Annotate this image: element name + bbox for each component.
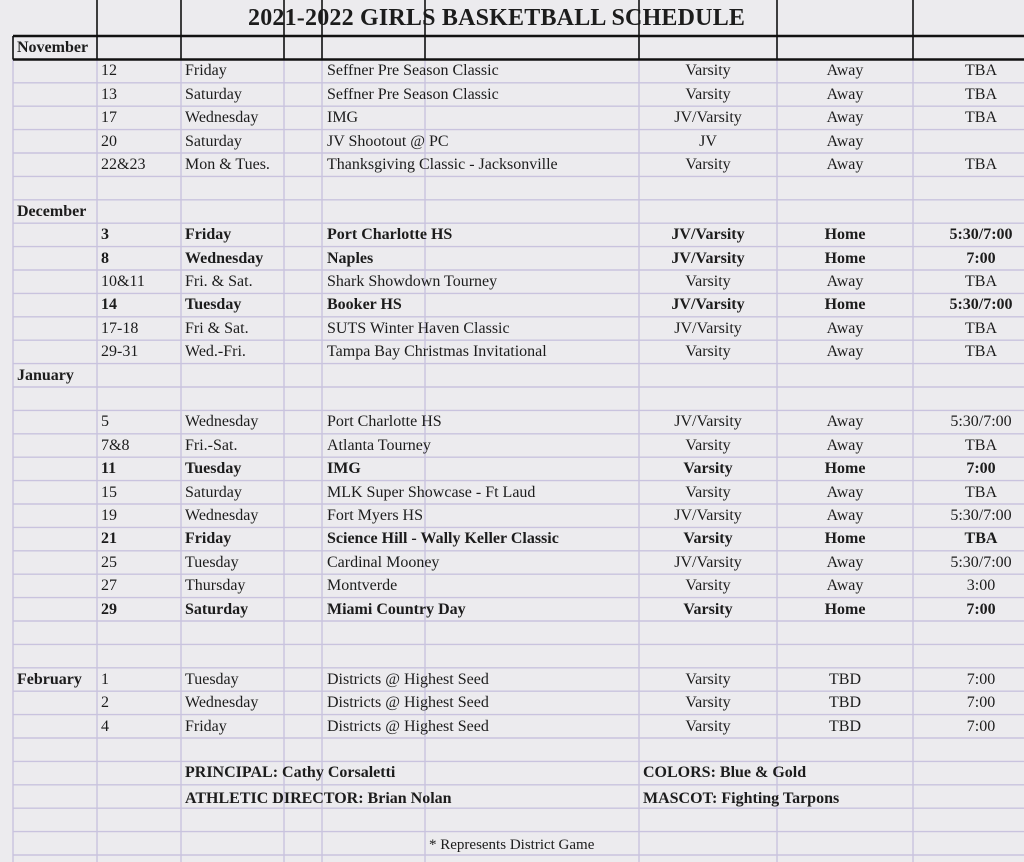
game-time: 3:00 <box>966 577 996 595</box>
game-date: 8 <box>101 249 109 267</box>
game-location: Away <box>826 273 864 290</box>
game-opponent: Districts @ Highest Seed <box>327 717 489 735</box>
game-level: Varsity <box>685 156 731 173</box>
game-time: TBA <box>965 436 997 454</box>
game-day: Wed.-Fri. <box>185 343 246 361</box>
month-label-november: November <box>17 39 89 56</box>
game-date: 3 <box>101 226 109 244</box>
game-time: 7:00 <box>966 694 996 712</box>
game-level: Varsity <box>683 530 733 548</box>
game-location: TBD <box>829 694 861 712</box>
game-time: 5:30/7:00 <box>950 553 1012 571</box>
game-opponent: Thanksgiving Classic - Jacksonville <box>327 156 558 173</box>
game-level: Varsity <box>685 670 731 688</box>
game-time: TBA <box>965 156 997 173</box>
game-date: 27 <box>101 577 117 595</box>
game-location: Away <box>826 413 864 431</box>
game-location: TBD <box>829 717 861 735</box>
game-opponent: Districts @ Highest Seed <box>327 670 489 688</box>
game-date: 29 <box>101 600 117 618</box>
game-day: Saturday <box>185 600 249 618</box>
game-day: Wednesday <box>185 109 259 127</box>
game-level: Varsity <box>685 577 731 595</box>
game-location: Away <box>826 483 864 501</box>
game-date: 14 <box>101 296 117 314</box>
game-opponent: Districts @ Highest Seed <box>327 694 489 712</box>
game-time: TBA <box>965 483 997 501</box>
athletic-director-label: ATHLETIC DIRECTOR: Brian Nolan <box>185 789 452 807</box>
game-opponent: Port Charlotte HS <box>327 226 453 244</box>
game-time: 5:30/7:00 <box>949 226 1013 244</box>
game-day: Wednesday <box>185 249 264 267</box>
game-location: Away <box>826 507 864 524</box>
game-date: 10&11 <box>101 273 145 290</box>
month-label-january: January <box>17 366 74 384</box>
game-date: 12 <box>101 62 117 80</box>
game-level: Varsity <box>685 85 731 103</box>
game-opponent: Cardinal Mooney <box>327 553 440 571</box>
game-time: 7:00 <box>966 460 996 478</box>
game-day: Tuesday <box>185 460 242 478</box>
game-opponent: Shark Showdown Tourney <box>327 273 498 290</box>
game-day: Saturday <box>185 85 242 103</box>
game-location: Away <box>826 553 864 571</box>
principal-label: PRINCIPAL: Cathy Corsaletti <box>185 764 396 782</box>
game-date: 4 <box>101 717 109 735</box>
game-day: Friday <box>185 62 227 80</box>
game-day: Tuesday <box>185 670 239 688</box>
game-location: Away <box>826 577 864 595</box>
month-label-february: February <box>17 670 82 688</box>
game-opponent: Montverde <box>327 577 398 595</box>
game-time: 5:30/7:00 <box>950 413 1012 431</box>
game-time: TBA <box>965 319 997 337</box>
game-location: Away <box>826 319 864 337</box>
game-opponent: Atlanta Tourney <box>327 436 431 454</box>
game-level: Varsity <box>685 62 731 80</box>
game-day: Tuesday <box>185 553 239 571</box>
game-time: 7:00 <box>966 670 996 688</box>
game-date: 11 <box>101 460 117 478</box>
game-level: JV <box>699 132 717 150</box>
game-level: JV/Varsity <box>674 507 742 524</box>
game-level: Varsity <box>685 343 731 361</box>
game-level: JV/Varsity <box>674 553 742 571</box>
game-date: 7&8 <box>101 436 130 454</box>
game-level: Varsity <box>685 273 731 290</box>
game-time: 7:00 <box>966 717 996 735</box>
game-day: Tuesday <box>185 296 242 314</box>
game-date: 1 <box>101 670 109 688</box>
game-opponent: Tampa Bay Christmas Invitational <box>327 343 547 361</box>
game-day: Friday <box>185 717 227 735</box>
game-location: TBD <box>829 670 861 688</box>
game-level: Varsity <box>683 600 733 618</box>
game-day: Fri.-Sat. <box>185 436 238 454</box>
game-level: Varsity <box>685 483 731 501</box>
game-level: Varsity <box>685 694 731 712</box>
game-location: Home <box>824 296 866 314</box>
game-time: 7:00 <box>966 600 996 618</box>
game-date: 17-18 <box>101 319 139 337</box>
mascot-label: MASCOT: Fighting Tarpons <box>643 789 840 807</box>
game-time: TBA <box>965 62 997 80</box>
game-opponent: Seffner Pre Season Classic <box>327 85 499 103</box>
game-location: Away <box>826 85 864 103</box>
game-time: TBA <box>965 85 997 103</box>
game-opponent: Miami Country Day <box>327 600 466 618</box>
game-opponent: Booker HS <box>327 296 402 314</box>
game-time: 7:00 <box>966 249 996 267</box>
game-date: 13 <box>101 85 117 103</box>
game-date: 2 <box>101 694 109 712</box>
game-date: 21 <box>101 530 117 548</box>
game-level: JV/Varsity <box>671 226 745 244</box>
game-day: Mon & Tues. <box>185 156 270 173</box>
game-day: Saturday <box>185 483 242 501</box>
game-date: 17 <box>101 109 117 127</box>
game-level: JV/Varsity <box>671 296 745 314</box>
game-day: Thursday <box>185 577 246 595</box>
game-opponent: Fort Myers HS <box>327 507 424 524</box>
month-label-december: December <box>17 202 87 220</box>
game-location: Away <box>826 62 864 80</box>
schedule-title: 2021-2022 GIRLS BASKETBALL SCHEDULE <box>248 5 746 31</box>
game-day: Saturday <box>185 132 242 150</box>
game-opponent: Seffner Pre Season Classic <box>327 62 499 80</box>
game-level: Varsity <box>685 436 731 454</box>
game-date: 19 <box>101 507 117 524</box>
game-day: Wednesday <box>185 694 259 712</box>
game-level: JV/Varsity <box>674 319 742 337</box>
game-location: Away <box>826 109 864 127</box>
game-day: Fri & Sat. <box>185 319 249 337</box>
game-day: Wednesday <box>185 507 259 524</box>
game-location: Home <box>824 226 866 244</box>
game-level: JV/Varsity <box>671 249 745 267</box>
game-time: TBA <box>965 273 997 290</box>
game-opponent: SUTS Winter Haven Classic <box>327 319 510 337</box>
game-opponent: Port Charlotte HS <box>327 413 442 431</box>
game-date: 22&23 <box>101 156 146 173</box>
game-opponent: IMG <box>327 460 361 478</box>
game-level: Varsity <box>683 460 733 478</box>
game-opponent: MLK Super Showcase - Ft Laud <box>327 483 536 501</box>
game-date: 5 <box>101 413 109 431</box>
game-level: Varsity <box>685 717 731 735</box>
game-location: Home <box>824 530 866 548</box>
game-date: 25 <box>101 553 117 571</box>
game-location: Away <box>826 132 864 150</box>
game-level: JV/Varsity <box>674 413 742 431</box>
game-time: 5:30/7:00 <box>950 507 1012 524</box>
game-location: Home <box>824 460 866 478</box>
school-colors-label: COLORS: Blue & Gold <box>643 764 807 782</box>
game-location: Away <box>826 436 864 454</box>
district-game-note: * Represents District Game <box>429 836 595 853</box>
game-time: TBA <box>964 530 998 548</box>
game-date: 15 <box>101 483 117 501</box>
game-time: TBA <box>965 343 997 361</box>
game-day: Friday <box>185 226 232 244</box>
game-level: JV/Varsity <box>674 109 742 127</box>
game-date: 29-31 <box>101 343 139 361</box>
game-location: Home <box>824 600 866 618</box>
game-opponent: Naples <box>327 249 374 267</box>
game-date: 20 <box>101 132 117 150</box>
game-opponent: IMG <box>327 109 359 127</box>
game-location: Away <box>826 156 864 173</box>
game-time: 5:30/7:00 <box>949 296 1013 314</box>
game-opponent: JV Shootout @ PC <box>327 132 449 150</box>
game-day: Fri. & Sat. <box>185 273 253 290</box>
game-location: Home <box>824 249 866 267</box>
game-opponent: Science Hill - Wally Keller Classic <box>327 530 559 548</box>
game-location: Away <box>826 343 864 361</box>
game-day: Wednesday <box>185 413 259 431</box>
game-time: TBA <box>965 109 997 127</box>
game-day: Friday <box>185 530 232 548</box>
